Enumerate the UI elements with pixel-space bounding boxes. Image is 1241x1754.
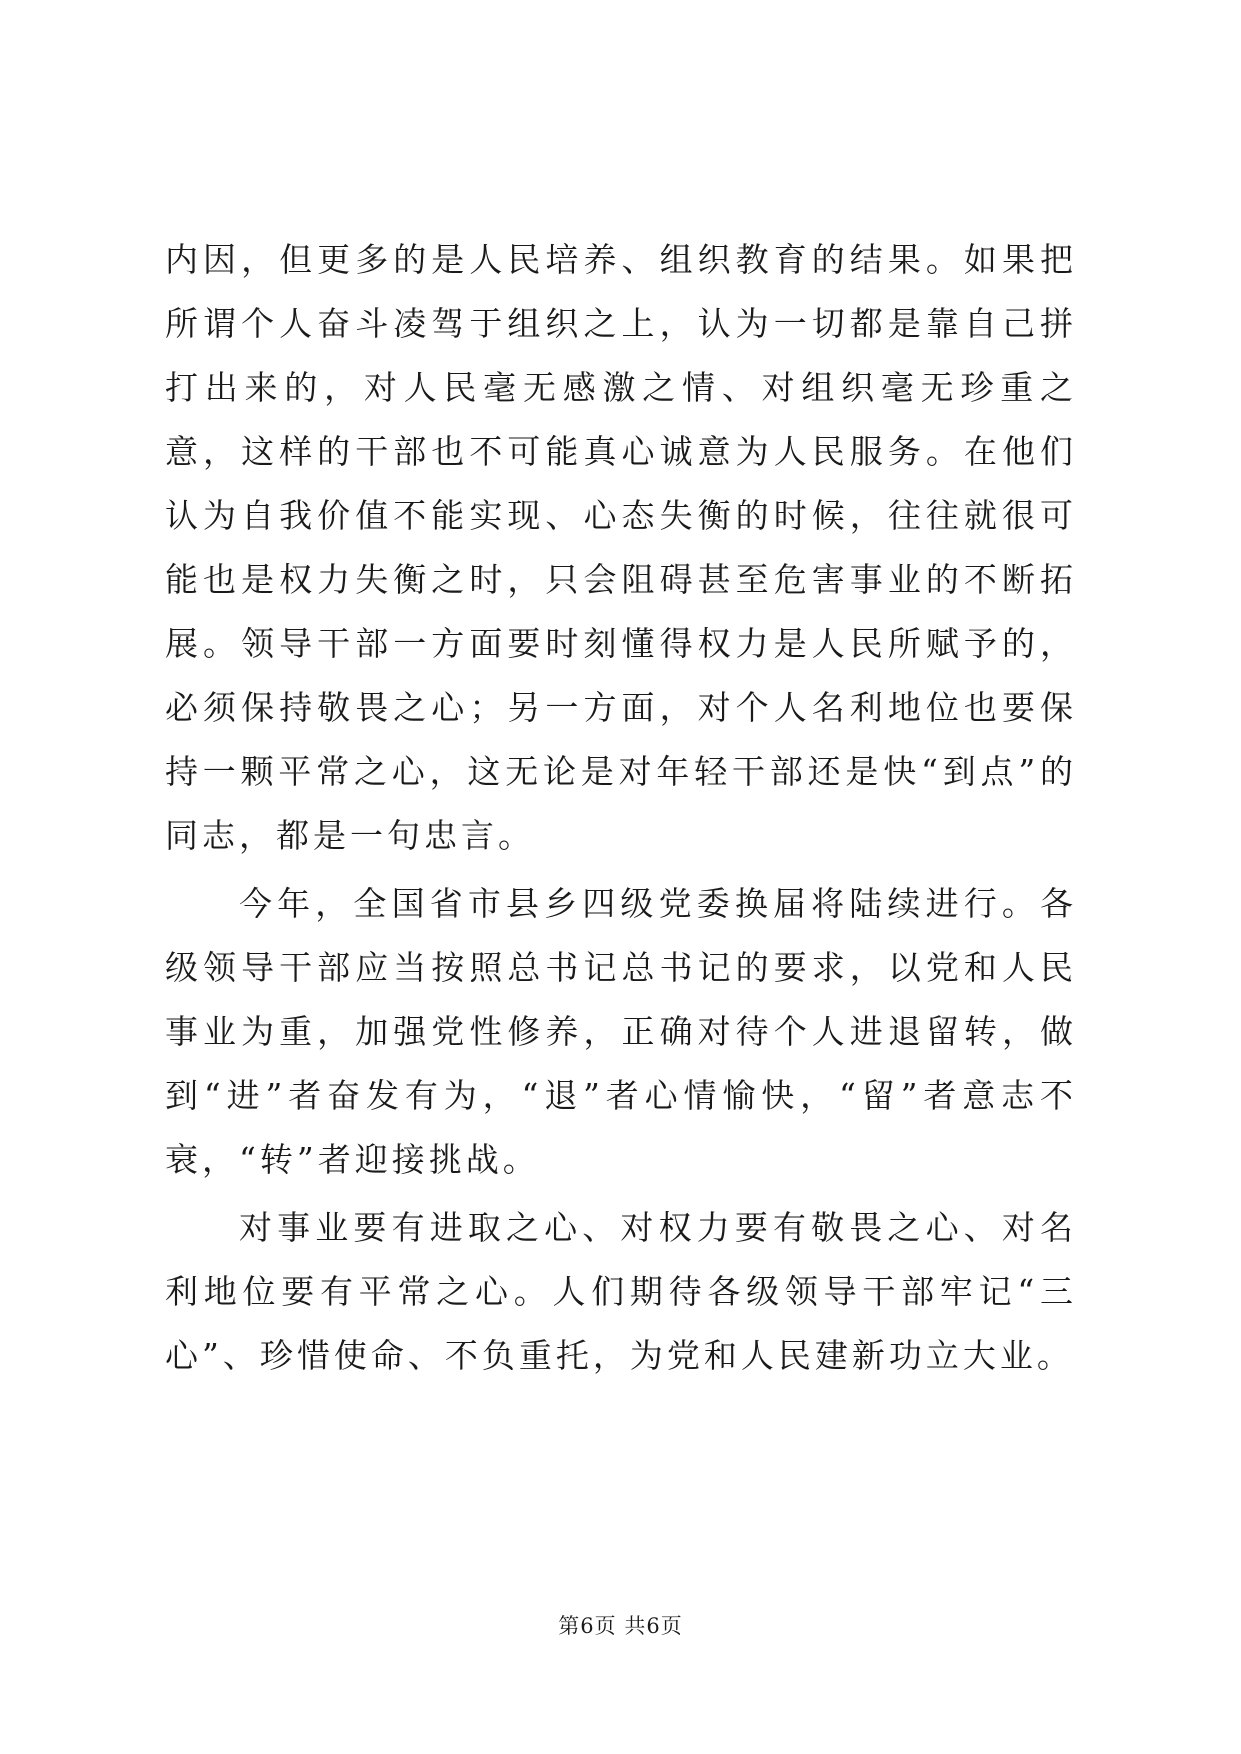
paragraph-three-hearts: 对事业要有进取之心、对权力要有敬畏之心、对名利地位要有平常之心。人们期待各级领导干部牢记“三心”、珍惜使命、不负重托，为党和人民建新功立大业。 bbox=[165, 1208, 1077, 1375]
paragraph-election: 今年，全国省市县乡四级党委换届将陆续进行。各级领导干部应当按照总书记总书记的要求，以党和人民事业为重，加强党性修养，正确对待个人进退留转，做到“进”者奋发有为，“退”者心情愉快，“留”者意志不衰，“转”者迎接挑战。 bbox=[165, 884, 1077, 1179]
document-body bbox=[165, 228, 1077, 1388]
paragraph-continuation: 内因，但更多的是人民培养、组织教育的结果。如果把所谓个人奋斗凌驾于组织之上，认为一切都是靠自己拼打出来的，对人民毫无感激之情、对组织毫无珍重之意，这样的干部也不可能真心诚意为人民服务。在他们认为自我价值不能实现、心态失衡的时候，往往就很可能也是权力失衡之时，只会阻碍甚至危害事业的不断拓展。领导干部一方面要时刻懂得权力是人民所赋予的，必须保持敬畏之心；另一方面，对个人名利地位也要保持一颗平常之心，这无论是对年轻干部还是快“到点”的同志，都是一句忠言。 bbox=[165, 240, 1077, 855]
page-number-footer: 第6页 共6页 bbox=[558, 1614, 683, 1638]
